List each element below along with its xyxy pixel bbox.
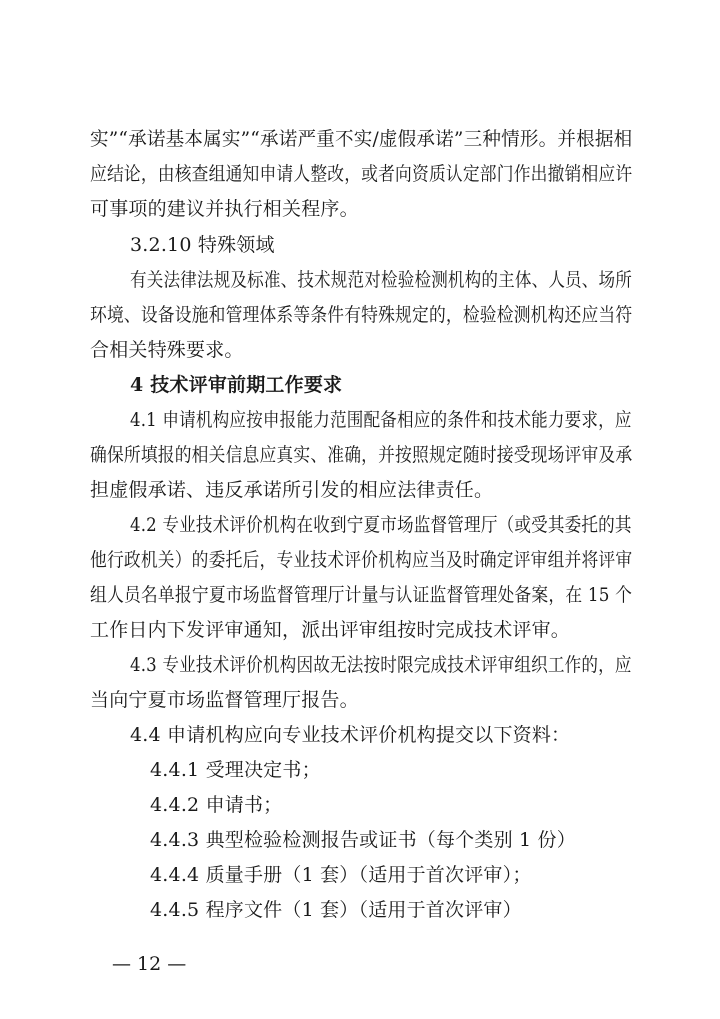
text-line-2: 应结论，由核查组通知申请人整改，或者向资质认定部门作出撤销相应许: [90, 163, 633, 185]
text-line-1: 实”“承诺基本属实”“承诺严重不实/虚假承诺”三种情形。并根据相: [90, 128, 633, 150]
text-line-7: 合相关特殊要求。: [90, 339, 244, 361]
text-line-3: 可事项的建议并执行相关程序。: [90, 198, 359, 220]
text-line-12: 4.2 专业技术评价机构在收到宁夏市场监督管理厅（或受其委托的其: [130, 514, 632, 536]
section-4-heading: 4 技术评审前期工作要求: [130, 374, 343, 396]
list-item-4-4-1: 4.4.1 受理决定书；: [150, 759, 321, 781]
text-line-9: 4.1 申请机构应按申报能力范围配备相应的条件和技术能力要求，应: [130, 409, 632, 431]
list-item-4-4-5: 4.4.5 程序文件（1 套）（适用于首次评审）: [150, 899, 522, 921]
text-line-17: 当向宁夏市场监督管理厅报告。: [90, 689, 359, 711]
text-line-13: 他行政机关）的委托后，专业技术评价机构应当及时确定评审组并将评审: [90, 549, 633, 571]
page-number: — 12 —: [112, 953, 187, 975]
list-item-4-4-3: 4.4.3 典型检验检测报告或证书（每个类别 1 份）: [150, 829, 576, 851]
text-line-10: 确保所填报的相关信息应真实、准确，并按照规定随时接受现场评审及承: [90, 444, 633, 466]
text-line-15: 工作日内下发评审通知，派出评审组按时完成技术评审。: [90, 619, 571, 641]
text-line-11: 担虚假承诺、违反承诺所引发的相应法律责任。: [90, 479, 494, 501]
text-line-6: 环境、设备设施和管理体系等条件有特殊规定的，检验检测机构还应当符: [90, 304, 633, 326]
text-line-5: 有关法律法规及标准、技术规范对检验检测机构的主体、人员、场所: [130, 269, 632, 291]
text-line-14: 组人员名单报宁夏市场监督管理厅计量与认证监督管理处备案，在 15 个: [90, 584, 633, 606]
text-line-18: 4.4 申请机构应向专业技术评价机构提交以下资料：: [130, 724, 571, 746]
text-line-16: 4.3 专业技术评价机构因故无法按时限完成技术评审组织工作的，应: [130, 654, 632, 676]
section-3-2-10-heading: 3.2.10 特殊领域: [130, 234, 275, 256]
list-item-4-4-4: 4.4.4 质量手册（1 套）（适用于首次评审）；: [150, 864, 532, 886]
list-item-4-4-2: 4.4.2 申请书；: [150, 794, 283, 816]
